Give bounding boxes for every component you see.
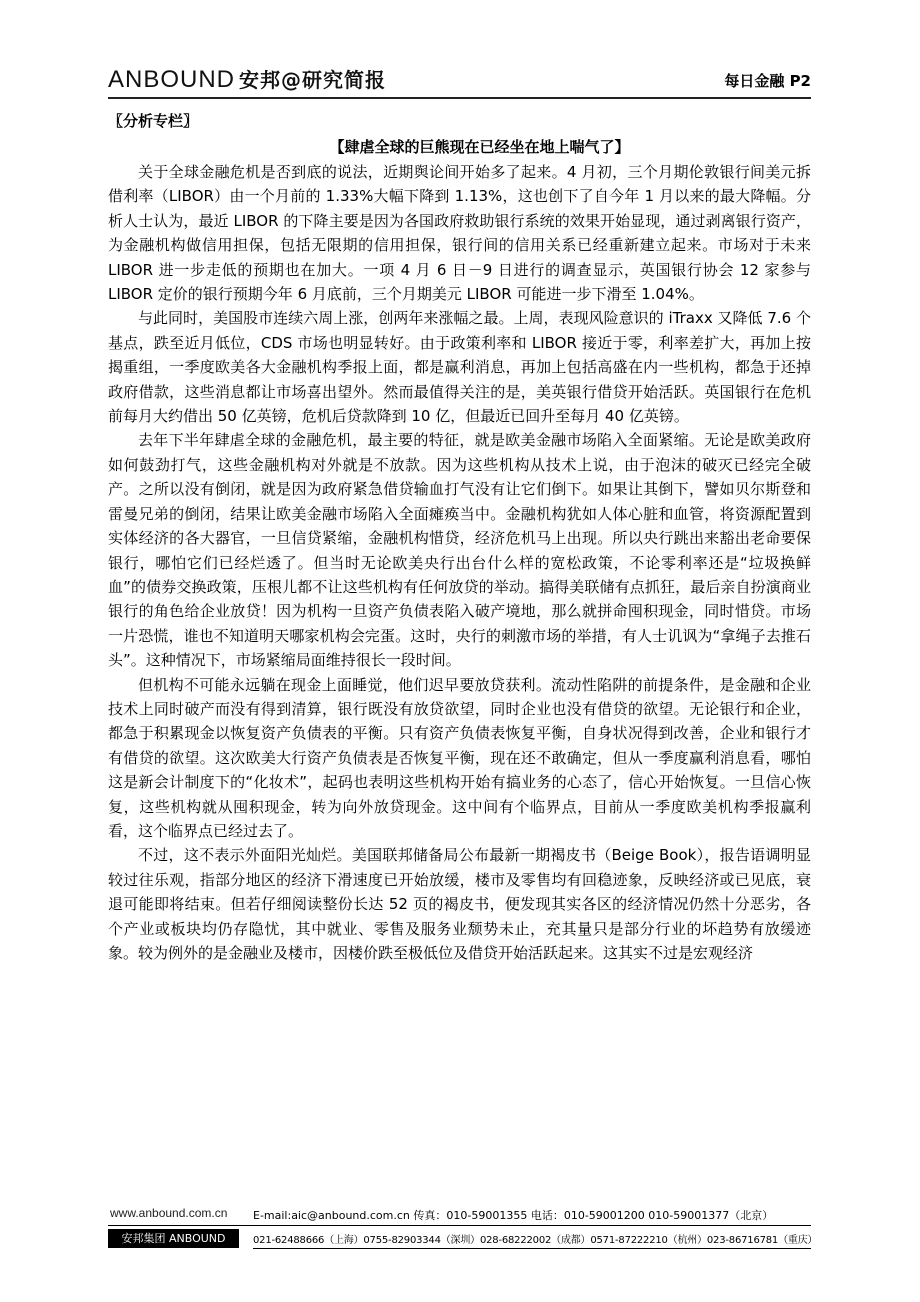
footer-divider [108, 1225, 811, 1226]
anbound-logo [108, 64, 386, 94]
footer-website: www.anbound.com.cn [110, 1206, 228, 1220]
paragraph-2: 与此同时，美国股市连续六周上涨，创两年来涨幅之最。上周，表现风险意识的 iTraxx 又降低 7.6 个基点，跌至近月低位，CDS 市场也明显转好。由于政策利率和 LIBOR 接近于零，利率差扩大，再加上按揭重组，一季度欧美各大金融机构季报上面，都是赢利消息，再加上包括高盛在内一些机构，都急于还掉政府借款，这些消息都让市场喜出望外。然而最值得关注的是，美英银行借贷开始活跃。英国银行在危机前每月大约借出 50 亿英镑，危机后贷款降到 10 亿，但最近已回升至每月 40 亿英镑。 [108, 309, 811, 426]
footer-badge: 安邦集团 ANBOUND [108, 1229, 239, 1248]
paragraph-5: 不过，这不表示外面阳光灿烂。美国联邦储备局公布最新一期褐皮书（Beige Book），报告语调明显较过往乐观，指部分地区的经济下滑速度已开始放缓，楼市及零售均有回稳迹象，反映经济或已见底，衰退可能即将结束。但若仔细阅读整份长达 52 页的褐皮书，便发现其实各区的经济情况仍然十分恶劣，各个产业或板块均仍存隐忧，其中就业、零售及服务业颓势未止，充其量只是部分行业的坏趋势有放缓迹象。较为例外的是金融业及楼市，因楼价跌至极低位及借贷开始活跃起来。这其实不过是宏观经济 [108, 846, 811, 962]
footer-contact-line-2: 021-62488666（上海）0755-82903344（深圳）028-68222002（成都）0571-87222210（杭州）023-86716781（重庆） [253, 1235, 818, 1246]
logo-cn-text: 安邦@研究简报 [239, 68, 387, 92]
footer-contact-line-1: E-mail:aic@anbound.com.cn 传真：010-59001355 电话：010-59001200 010-59001377（北京） [253, 1209, 774, 1222]
paragraph-1: 关于全球金融危机是否到底的说法，近期舆论间开始多了起来。4 月初，三个月期伦敦银行间美元拆借利率（LIBOR）由一个月前的 1.33%大幅下降到 1.13%，这也创下了自今年 1 月以来的最大降幅。分析人士认为，最近 LIBOR 的下降主要是因为各国政府救助银行系统的效果开始显现，通过剥离银行资产，为金融机构做信用担保，包括无限期的信用担保，银行间的信用关系已经重新建立起来。市场对于未来 LIBOR 进一步走低的预期也在加大。一项 4 月 6 日－9 日进行的调查显示，英国银行协会 12 家参与 LIBOR 定价的银行预期今年 6 月底前，三个月期美元 LIBOR 可能进一步下滑至 1.04%。 [108, 163, 811, 304]
article-title: 【肆虐全球的巨熊现在已经坐在地上喘气了】 [329, 138, 630, 156]
article-body [108, 108, 811, 965]
page-header [108, 64, 811, 98]
section-tag: 〖分析专栏〗 [108, 112, 199, 130]
section-page-label: 每日金融 P2 [724, 72, 811, 90]
header-divider [108, 97, 811, 99]
logo-text: ANBOUND [108, 66, 236, 93]
paragraph-4: 但机构不可能永远躺在现金上面睡觉，他们迟早要放贷获利。流动性陷阱的前提条件，是金融和企业技术上同时破产而没有得到清算，银行既没有放贷欲望，同时企业也没有借贷的欲望。无论银行和企业，都急于积累现金以恢复资产负债表的平衡。只有资产负债表恢复平衡，自身状况得到改善，企业和银行才有借贷的欲望。这次欧美大行资产负债表是否恢复平衡，现在还不敢确定，但从一季度赢利消息看，哪怕这是新会计制度下的“化妆术”，起码也表明这些机构开始有搞业务的心态了，信心开始恢复。一旦信心恢复，这些机构就从囤积现金，转为向外放贷现金。这中间有个临界点，目前从一季度欧美机构季报赢利看，这个临界点已经过去了。 [108, 675, 811, 840]
paragraph-3: 去年下半年肆虐全球的金融危机，最主要的特征，就是欧美金融市场陷入全面紧缩。无论是欧美政府如何鼓劲打气，这些金融机构对外就是不放款。因为这些机构从技术上说，由于泡沫的破灭已经完全破产。之所以没有倒闭，就是因为政府紧急借贷输血打气没有让它们倒下。如果让其倒下，譬如贝尔斯登和雷曼兄弟的倒闭，结果让欧美金融市场陷入全面瘫痪当中。金融机构犹如人体心脏和血管，将资源配置到实体经济的各大器官，一旦信贷紧缩，金融机构惜贷，经济危机马上出现。所以央行跳出来豁出老命要保银行，哪怕它们已经烂透了。但当时无论欧美央行出台什么样的宽松政策，不论零利率还是“垃圾换鲜血”的债券交换政策，压根儿都不让这些机构有任何放贷的举动。搞得美联储有点抓狂，最后亲自扮演商业银行的角色给企业放贷！因为机构一旦资产负债表陷入破产境地，那么就拼命囤积现金，同时惜贷。市场一片恐慌，谁也不知道明天哪家机构会完蛋。这时，央行的刺激市场的举措，有人士讥讽为“拿绳子去推石头”。这种情况下，市场紧缩局面维持很长一段时间。 [108, 431, 811, 670]
footer-bottom-divider [253, 1248, 811, 1249]
